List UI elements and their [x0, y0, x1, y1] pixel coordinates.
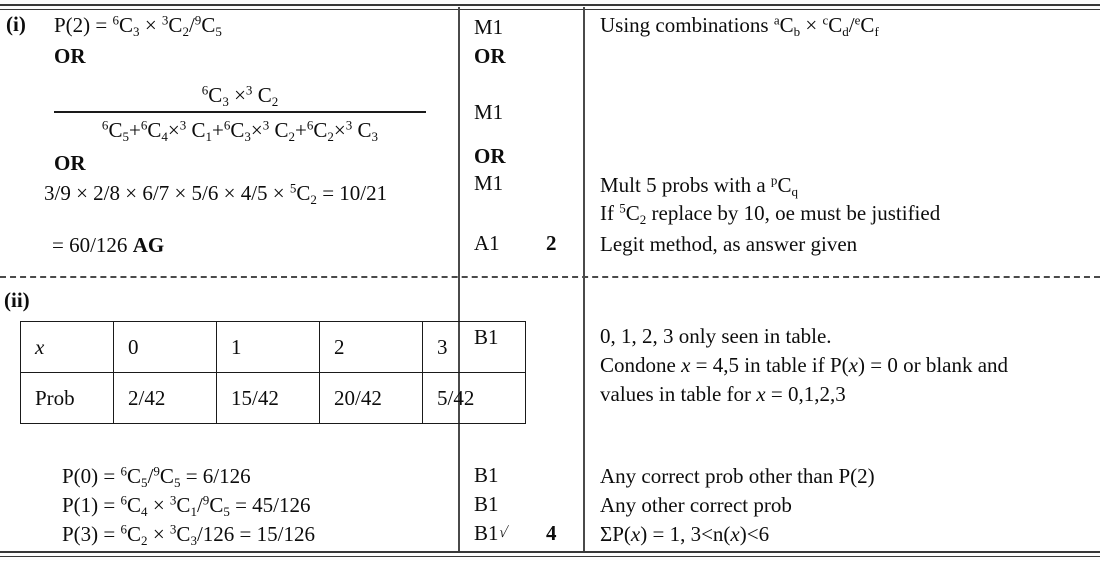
comment-ii-condone: [600, 352, 1008, 379]
sup-6: 6: [223, 117, 231, 133]
mark-ii-b1-d: [474, 521, 507, 546]
c-glyph: C: [176, 522, 191, 546]
mark-i-or-b: OR: [474, 144, 506, 168]
sub-3: 3: [190, 532, 197, 548]
sup-3: 3: [179, 117, 187, 133]
sup-6: 6: [140, 117, 148, 133]
part-ii-p3-line: [62, 521, 315, 548]
times-symbol: ×: [167, 118, 180, 142]
mark-total-i: 2: [546, 231, 557, 255]
follow-through-tick-icon: √: [496, 525, 509, 542]
c-glyph: C: [860, 13, 875, 37]
sup-5: 5: [289, 180, 297, 196]
sub-2: 2: [310, 191, 317, 207]
c-glyph: C: [777, 173, 792, 197]
sup-p: p: [770, 172, 778, 188]
c-glyph: C: [176, 493, 191, 517]
table-header-prob: Prob: [21, 373, 114, 424]
table-cell-prob-1: 15/42: [217, 373, 320, 424]
sup-9: 9: [153, 463, 160, 479]
part-i-or-2: OR: [54, 151, 86, 175]
sup-6: 6: [306, 117, 314, 133]
sup-6: 6: [120, 492, 128, 508]
sup-a: a: [773, 12, 780, 28]
table-cell-prob-2: 20/42: [320, 373, 423, 424]
comment-text: = 0,1,2,3: [765, 382, 846, 406]
c-glyph: C: [108, 118, 123, 142]
table-cell-x-1: 1: [217, 322, 320, 373]
sub-5: 5: [215, 23, 222, 39]
sub-1: 1: [205, 128, 212, 144]
sup-6: 6: [101, 117, 109, 133]
mark-i-a1: A1: [474, 231, 500, 255]
mark-total-ii: 4: [546, 521, 557, 545]
times-symbol: ×: [139, 13, 162, 37]
part-separator-dashed-line: [0, 276, 1100, 278]
comment-text: replace by 10, oe must be justified: [646, 201, 941, 225]
p3-result: /126 = 15/126: [196, 522, 315, 546]
c-glyph: C: [625, 201, 640, 225]
mark-i-or-a: OR: [474, 44, 506, 68]
comment-text: Using combinations: [600, 13, 774, 37]
comment-ii-sum-condition: [600, 521, 769, 548]
sup-3: 3: [161, 12, 169, 28]
p1-lhs: P(1) =: [62, 493, 121, 517]
sub-5: 5: [122, 128, 129, 144]
comment-i-using-combinations: [600, 12, 879, 39]
table-cell-x-0: 0: [114, 322, 217, 373]
table-top-border: [0, 4, 1100, 10]
comment-text: Condone: [600, 353, 682, 377]
part-ii-p1-line: [62, 492, 311, 519]
sub-3: 3: [244, 128, 251, 144]
c-glyph: C: [186, 118, 206, 142]
comment-i-legit-method: Legit method, as answer given: [600, 232, 858, 256]
fraction-numerator: [54, 80, 426, 110]
comment-text: ) = 0 or blank and: [857, 353, 1009, 377]
sup-3: 3: [262, 117, 270, 133]
sup-5: 5: [619, 200, 626, 216]
part-i-or-1: OR: [54, 44, 86, 68]
c-glyph: C: [269, 118, 289, 142]
sub-5: 5: [223, 503, 230, 519]
part-ii-p0-line: [62, 463, 251, 490]
table-cell-x-3: 3: [423, 322, 526, 373]
sub-2: 2: [639, 211, 647, 227]
c-glyph: C: [147, 118, 162, 142]
times-symbol: ×: [800, 13, 823, 37]
table-bottom-border: [0, 551, 1100, 557]
sub-2: 2: [271, 93, 279, 109]
mark-ii-b1-c: B1: [474, 492, 499, 516]
c-glyph: C: [779, 13, 794, 37]
sub-4: 4: [141, 503, 148, 519]
part-i-line-1: [54, 12, 222, 39]
comment-text: ΣP(: [600, 522, 631, 546]
sub-d: d: [842, 23, 849, 39]
c-glyph: C: [201, 13, 216, 37]
sub-2: 2: [327, 128, 334, 144]
x-variable: x: [681, 353, 691, 377]
table-row-x: [21, 322, 526, 373]
times-symbol: ×: [333, 118, 346, 142]
ag-tag: AG: [132, 233, 165, 257]
c-glyph: C: [168, 13, 183, 37]
answer-value: = 60/126: [52, 233, 133, 257]
table-row-prob: [21, 373, 526, 424]
column-divider-solution-marks: [458, 7, 460, 551]
sup-3: 3: [169, 521, 177, 537]
slash-symbol: /: [196, 493, 203, 517]
c-glyph: C: [127, 464, 142, 488]
sup-6: 6: [201, 82, 209, 98]
sub-q: q: [791, 183, 798, 199]
x-variable-label: x: [35, 334, 45, 359]
sup-c: c: [822, 12, 829, 28]
table-cell-prob-0: 2/42: [114, 373, 217, 424]
part-i-prob-product-line: [44, 180, 387, 207]
c-glyph: C: [209, 493, 224, 517]
probability-distribution-table: [20, 321, 526, 424]
x-variable: x: [756, 382, 766, 406]
sub-5: 5: [173, 474, 181, 490]
slash-symbol: /: [147, 464, 154, 488]
comment-ii-any-other-correct-prob: Any other correct prob: [600, 493, 792, 517]
part-label-ii: (ii): [4, 288, 30, 312]
c-glyph: C: [230, 118, 245, 142]
p1-result: = 45/126: [229, 493, 311, 517]
sup-3: 3: [345, 117, 353, 133]
p3-lhs: P(3) =: [62, 522, 121, 546]
sup-9: 9: [202, 492, 210, 508]
c-glyph: C: [296, 181, 311, 205]
table-header-x: [21, 322, 114, 373]
c-glyph: C: [352, 118, 372, 142]
sub-3: 3: [371, 128, 379, 144]
c-glyph: C: [252, 83, 272, 107]
times-symbol: ×: [147, 493, 170, 517]
comment-i-if-5c2-replace: [600, 200, 940, 227]
sub-f: f: [874, 23, 879, 39]
times-symbol: ×: [250, 118, 263, 142]
table-cell-x-2: 2: [320, 322, 423, 373]
comment-text: If: [600, 201, 620, 225]
sub-1: 1: [190, 503, 197, 519]
sub-2: 2: [288, 128, 296, 144]
part-i-fraction: [54, 80, 426, 145]
comment-text: values in table for: [600, 382, 757, 406]
c-glyph: C: [119, 13, 134, 37]
sub-2: 2: [182, 23, 189, 39]
sub-3: 3: [222, 93, 229, 109]
mark-ii-b1-b: B1: [474, 463, 499, 487]
x-variable: x: [848, 353, 858, 377]
sup-9: 9: [194, 12, 202, 28]
mark-label: B1: [474, 521, 499, 545]
slash-symbol: /: [188, 13, 195, 37]
sup-3: 3: [245, 82, 253, 98]
prob-product-result: = 10/21: [316, 181, 388, 205]
plus-symbol: +: [128, 118, 141, 142]
sup-e: e: [854, 12, 861, 28]
x-variable: x: [730, 522, 740, 546]
fraction-bar: [54, 111, 426, 113]
sup-6: 6: [120, 521, 128, 537]
p0-lhs: P(0) =: [62, 464, 121, 488]
c-glyph: C: [159, 464, 174, 488]
comment-text: ) = 1, 3<n(: [640, 522, 731, 546]
sub-2: 2: [141, 532, 148, 548]
comment-text: )<6: [739, 522, 770, 546]
mark-i-m1-c: M1: [474, 171, 504, 195]
plus-symbol: +: [212, 118, 224, 142]
times-symbol: ×: [147, 522, 170, 546]
column-divider-marks-comments: [583, 7, 585, 551]
p0-result: = 6/126: [180, 464, 251, 488]
slash-symbol: /: [848, 13, 855, 37]
mark-ii-b1-a: B1: [474, 325, 499, 349]
c-glyph: C: [208, 83, 223, 107]
mark-i-m1-a: M1: [474, 15, 504, 39]
sub-b: b: [793, 23, 801, 39]
c-glyph: C: [127, 493, 142, 517]
table-cell-prob-3: 5/42: [423, 373, 526, 424]
x-variable: x: [630, 522, 641, 546]
c-glyph: C: [313, 118, 328, 142]
prob-product-prefix: 3/9 × 2/8 × 6/7 × 5/6 × 4/5 ×: [44, 181, 290, 205]
mark-i-m1-b: M1: [474, 100, 504, 124]
sub-4: 4: [161, 128, 168, 144]
comment-text: Mult 5 probs with a: [600, 173, 771, 197]
comment-ii-any-correct-prob: Any correct prob other than P(2): [600, 464, 875, 488]
comment-i-mult-5-probs: [600, 172, 798, 199]
sup-3: 3: [169, 492, 177, 508]
times-symbol: ×: [228, 83, 246, 107]
part-i-answer-given-line: [52, 232, 164, 259]
sup-6: 6: [112, 12, 120, 28]
sub-5: 5: [141, 474, 148, 490]
p2-expression-lhs: P(2) =: [54, 13, 113, 37]
fraction-denominator: [54, 115, 426, 145]
c-glyph: C: [828, 13, 843, 37]
comment-ii-only-seen-in-table: 0, 1, 2, 3 only seen in table.: [600, 324, 832, 348]
comment-ii-values-in-table: [600, 381, 846, 408]
c-glyph: C: [127, 522, 142, 546]
sub-3: 3: [133, 23, 140, 39]
part-label-i: (i): [6, 12, 26, 36]
comment-text: = 4,5 in table if P(: [690, 353, 849, 377]
sup-6: 6: [120, 463, 128, 479]
plus-symbol: +: [295, 118, 307, 142]
